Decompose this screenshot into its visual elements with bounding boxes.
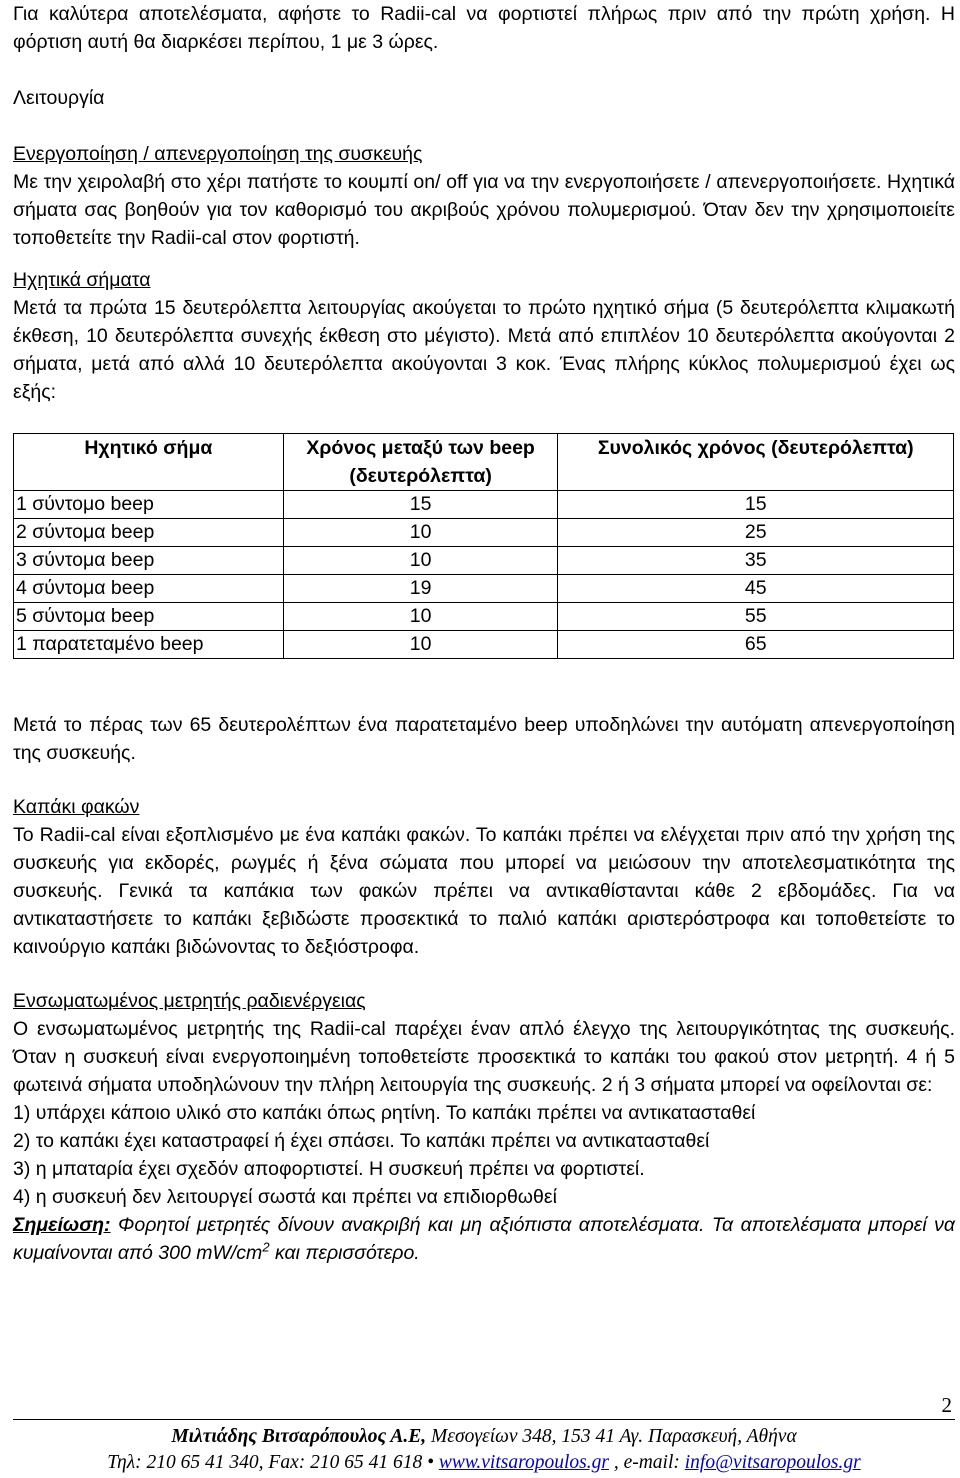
table-row — [14, 547, 954, 575]
signals-paragraph: Μετά τα πρώτα 15 δευτερόλεπτα λειτουργίας ακούγεται το πρώτο ηχητικό σήμα (5 δευτερόλεπτα κλιμακωτή έκθεση, 10 δευτερόλεπτα συνεχής έκθεση στο μέγιστο). Μετά από επιπλέον 10 δευτερόλεπτα ακούγονται 2 σήματα, μετά από αλλά 10 δευτερόλεπτα ακούγονται 3 κοκ. Ένας πλήρης κύκλος πολυμερισμού έχει ως εξής: — [13, 297, 955, 403]
footer-contact: Τηλ: 210 65 41 340, Fax: 210 65 41 618 • — [107, 1452, 439, 1473]
document-page — [13, 0, 955, 1267]
footer-address: Μεσογείων 348, 153 41 Αγ. Παρασκευή, Αθήνα — [426, 1426, 797, 1447]
meter-item: 1) υπάρχει κάποιο υλικό στο καπάκι όπως ρητίνη. Το καπάκι πρέπει να αντικατασταθεί — [13, 1102, 756, 1124]
table-cell-total: 65 — [558, 631, 954, 659]
table-cell-signal: 4 σύντομα beep — [14, 575, 284, 603]
table-cell-signal: 3 σύντομα beep — [14, 547, 284, 575]
table-row — [14, 575, 954, 603]
table-cell-total: 15 — [558, 491, 954, 519]
footer-contact-line — [13, 1452, 955, 1474]
note-text: Φορητοί μετρητές δίνουν ανακριβή και μη αξιόπιστα αποτελέσματα. Τα αποτελέσματα μπορεί να κυμαίνονται από 300 mW/cm — [13, 1214, 955, 1264]
meter-item: 4) η συσκευή δεν λειτουργεί σωστά και πρέπει να επιδιορθωθεί — [13, 1186, 557, 1208]
footer-email-label: , e-mail: — [608, 1452, 685, 1473]
table-cell-signal: 1 παρατεταμένο beep — [14, 631, 284, 659]
note-label: Σημείωση: — [13, 1214, 111, 1236]
table-header-interval: Χρόνος μεταξύ των beep (δευτερόλεπτα) — [283, 434, 558, 491]
table-row — [14, 491, 954, 519]
table-cell-signal: 5 σύντομα beep — [14, 603, 284, 631]
table-row — [14, 519, 954, 547]
note-end: και περισσότερο. — [269, 1242, 420, 1264]
table-cell-interval: 10 — [283, 519, 558, 547]
footer-company-line — [13, 1426, 955, 1448]
note-superscript: 2 — [262, 1239, 270, 1255]
table-header-total: Συνολικός χρόνος (δευτερόλεπτα) — [558, 434, 954, 491]
table-cell-interval: 10 — [283, 547, 558, 575]
footer-divider — [13, 1419, 955, 1420]
operation-heading: Λειτουργία — [13, 87, 105, 109]
table-cell-interval: 10 — [283, 603, 558, 631]
lens-cap-paragraph: Το Radii-cal είναι εξοπλισμένο με ένα καπάκι φακών. Το καπάκι πρέπει να ελέγχεται πριν από την χρήση της συσκευής για εκδορές, ρωγμές ή ξένα σώματα που μπορεί να μειώσουν την αποτελεσματικότητα της συσκευής. Γενικά τα καπάκια των φακών πρέπει να αντικαθίστανται κάθε 2 εβδομάδες. Για να αντικαταστήσετε το καπάκι ξεβιδώστε προσεκτικά το παλιό καπάκι αριστερόστροφα και τοποθετείστε το καινούργιο καπάκι βιδώνοντας το δεξιόστροφα. — [13, 824, 955, 958]
table-cell-signal: 1 σύντομο beep — [14, 491, 284, 519]
table-cell-total: 25 — [558, 519, 954, 547]
table-cell-interval: 15 — [283, 491, 558, 519]
table-header-row — [14, 434, 954, 491]
signals-subheading: Ηχητικά σήματα — [13, 269, 151, 291]
table-cell-total: 45 — [558, 575, 954, 603]
table-row — [14, 603, 954, 631]
table-cell-total: 35 — [558, 547, 954, 575]
after-table-paragraph: Μετά το πέρας των 65 δευτερολέπτων ένα παρατεταμένο beep υποδηλώνει την αυτόματη απενεργοποίηση της συσκευής. — [13, 714, 955, 764]
onoff-paragraph: Με την χειρολαβή στο χέρι πατήστε το κουμπί on/ off για να την ενεργοποιήσετε / απενεργοποιήσετε. Ηχητικά σήματα σας βοηθούν για τον καθορισμό του ακριβούς χρόνου πολυμερισμού. Όταν δεν την χρησιμοποιείτε τοποθετείτε την Radii-cal στον φορτιστή. — [13, 171, 955, 249]
beep-table — [13, 433, 954, 659]
lens-cap-subheading: Καπάκι φακών — [13, 796, 140, 818]
meter-subheading: Ενσωματωμένος μετρητής ραδιενέργειας — [13, 990, 366, 1012]
footer-website-link[interactable]: www.vitsaropoulos.gr — [438, 1452, 609, 1473]
intro-paragraph: Για καλύτερα αποτελέσματα, αφήστε το Radii-cal να φορτιστεί πλήρως πριν από την πρώτη χρήση. Η φόρτιση αυτή θα διαρκέσει περίπου, 1 με 3 ώρες. — [13, 3, 955, 53]
onoff-subheading: Ενεργοποίηση / απενεργοποίηση της συσκευής — [13, 143, 423, 165]
table-cell-total: 55 — [558, 603, 954, 631]
table-cell-signal: 2 σύντομα beep — [14, 519, 284, 547]
footer-company: Μιλτιάδης Βιτσαρόπουλος Α.Ε, — [171, 1426, 427, 1447]
table-header-signal: Ηχητικό σήμα — [14, 434, 284, 491]
footer-email-link[interactable]: info@vitsaropoulos.gr — [684, 1452, 861, 1473]
meter-item: 2) το καπάκι έχει καταστραφεί ή έχει σπάσει. Το καπάκι πρέπει να αντικατασταθεί — [13, 1130, 710, 1152]
table-cell-interval: 10 — [283, 631, 558, 659]
note-paragraph — [13, 1211, 955, 1267]
meter-paragraph: Ο ενσωματωμένος μετρητής της Radii-cal παρέχει έναν απλό έλεγχο της λειτουργικότητας της συσκευής. Όταν η συσκευή είναι ενεργοποιημένη τοποθετείστε προσεκτικά το καπάκι του φακού στον μετρητή. 4 ή 5 φωτεινά σήματα υποδηλώνουν την πλήρη λειτουργία της συσκευής. 2 ή 3 σήματα μπορεί να οφείλονται σε: — [13, 1018, 955, 1096]
table-cell-interval: 19 — [283, 575, 558, 603]
table-row — [14, 631, 954, 659]
meter-item: 3) η μπαταρία έχει σχεδόν αποφορτιστεί. Η συσκευή πρέπει να φορτιστεί. — [13, 1158, 645, 1180]
page-number: 2 — [941, 1393, 952, 1417]
